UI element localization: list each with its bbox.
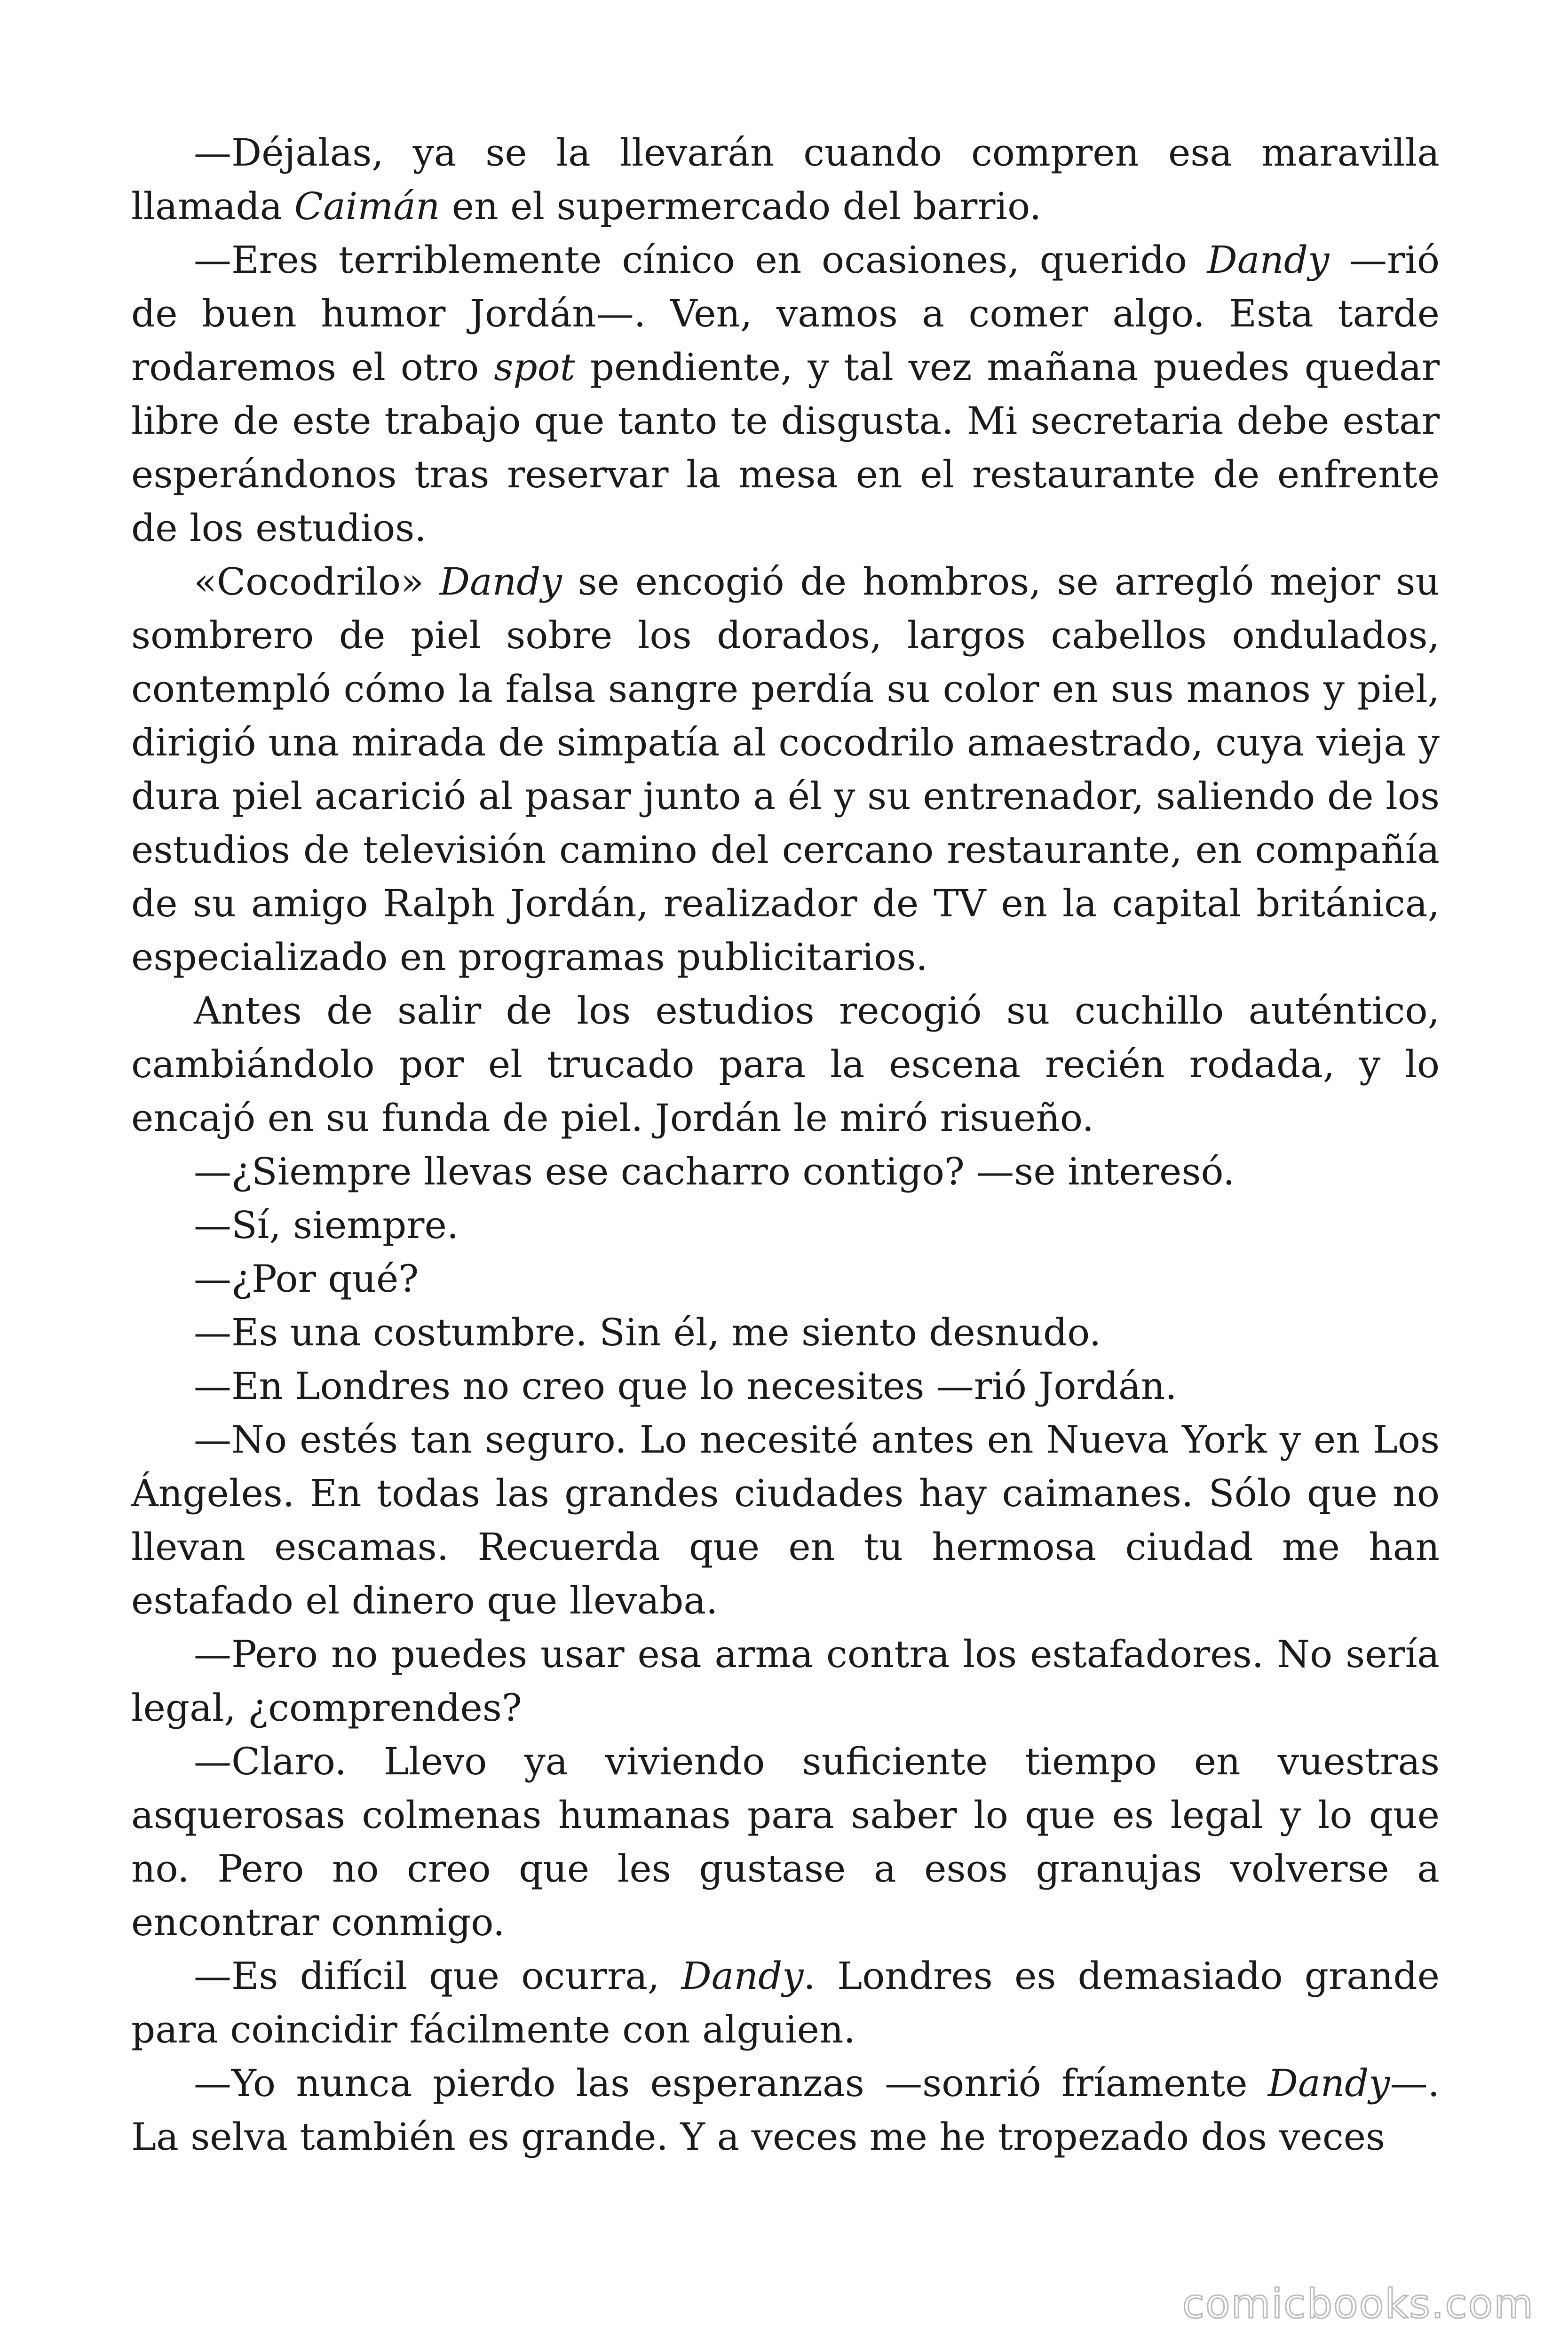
italic-text: Dandy: [1207, 238, 1330, 282]
text-run: —Déjalas, ya se la llevarán cuando compren esa maravilla llamada: [131, 131, 1440, 228]
italic-text: Dandy: [1267, 2061, 1390, 2105]
text-run: —Es difícil que ocurra,: [194, 1954, 681, 1998]
text-run: «Cocodrilo»: [194, 560, 440, 604]
text-run: —No estés tan seguro. Lo necesité antes en Nueva York y en Los Ángeles. En todas las grandes ciudades hay caimanes. Sólo que no llevan escamas. Recuerda que en tu hermosa ciudad me han estafado el dinero que llevaba.: [131, 1418, 1440, 1622]
text-run: —Es una costumbre. Sin él, me siento desnudo.: [194, 1311, 1101, 1354]
paragraph: [131, 1359, 1440, 1413]
paragraph: [131, 1413, 1440, 1628]
text-run: pendiente, y tal vez mañana puedes quedar libre de este trabajo que tanto te disgusta. Mi secretaria debe estar esperándonos tras reservar la mesa en el restaurante de enfrente de los estudios.: [131, 345, 1440, 550]
paragraph: [131, 2057, 1440, 2164]
text-run: —rió de buen humor Jordán—. Ven, vamos a comer algo. Esta tarde rodaremos el otro: [131, 238, 1440, 389]
site-watermark: comicbooks.com: [1182, 2280, 1534, 2328]
text-run: —Yo nunca pierdo las esperanzas —sonrió fríamente: [194, 2061, 1268, 2105]
paragraph: [131, 126, 1440, 233]
text-run: en el supermercado del barrio.: [440, 184, 1042, 228]
paragraph: [131, 1252, 1440, 1306]
text-run: —Sí, siempre.: [194, 1203, 459, 1247]
italic-text: Caimán: [294, 184, 440, 228]
text-run: —¿Siempre llevas ese cacharro contigo? —se interesó.: [194, 1150, 1235, 1193]
text-run: —En Londres no creo que lo necesites —rió Jordán.: [194, 1364, 1177, 1408]
book-page-text: [131, 126, 1440, 2164]
text-run: —Claro. Llevo ya viviendo suficiente tiempo en vuestras asquerosas colmenas humanas para saber lo que es legal y lo que no. Pero no creo que les gustase a esos granujas volverse a encontrar conmigo.: [131, 1740, 1440, 1944]
paragraph: [131, 984, 1440, 1145]
italic-text: spot: [494, 345, 575, 389]
paragraph: [131, 555, 1440, 984]
paragraph: [131, 1306, 1440, 1359]
text-run: —Pero no puedes usar esa arma contra los estafadores. No sería legal, ¿comprendes?: [131, 1632, 1440, 1730]
paragraph: [131, 1199, 1440, 1252]
text-run: —. La selva también es grande. Y a veces me he tropezado dos veces: [131, 2061, 1440, 2159]
text-run: se encogió de hombros, se arregló mejor su sombrero de piel sobre los dorados, largos cabellos ondulados, contempló cómo la falsa sangre perdía su color en sus manos y piel, dirigió una mirada de simpatía al cocodrilo amaestrado, cuya vieja y dura piel acarició al pasar junto a él y su entrenador, saliendo de los estudios de televisión camino del cercano restaurante, en compañía de su amigo Ralph Jordán, realizador de TV en la capital británica, especializado en programas publicitarios.: [131, 560, 1440, 979]
paragraph: [131, 1628, 1440, 1735]
text-run: . Londres es demasiado grande para coincidir fácilmente con alguien.: [131, 1954, 1440, 2051]
paragraph: [131, 1735, 1440, 1949]
italic-text: Dandy: [439, 560, 562, 604]
text-run: —Eres terriblemente cínico en ocasiones, querido: [194, 238, 1207, 282]
text-run: —¿Por qué?: [194, 1257, 419, 1301]
paragraph: [131, 1949, 1440, 2057]
text-run: Antes de salir de los estudios recogió su cuchillo auténtico, cambiándolo por el trucado para la escena recién rodada, y lo encajó en su funda de piel. Jordán le miró risueño.: [131, 989, 1440, 1140]
paragraph: [131, 233, 1440, 555]
italic-text: Dandy: [681, 1954, 804, 1998]
paragraph: [131, 1145, 1440, 1199]
